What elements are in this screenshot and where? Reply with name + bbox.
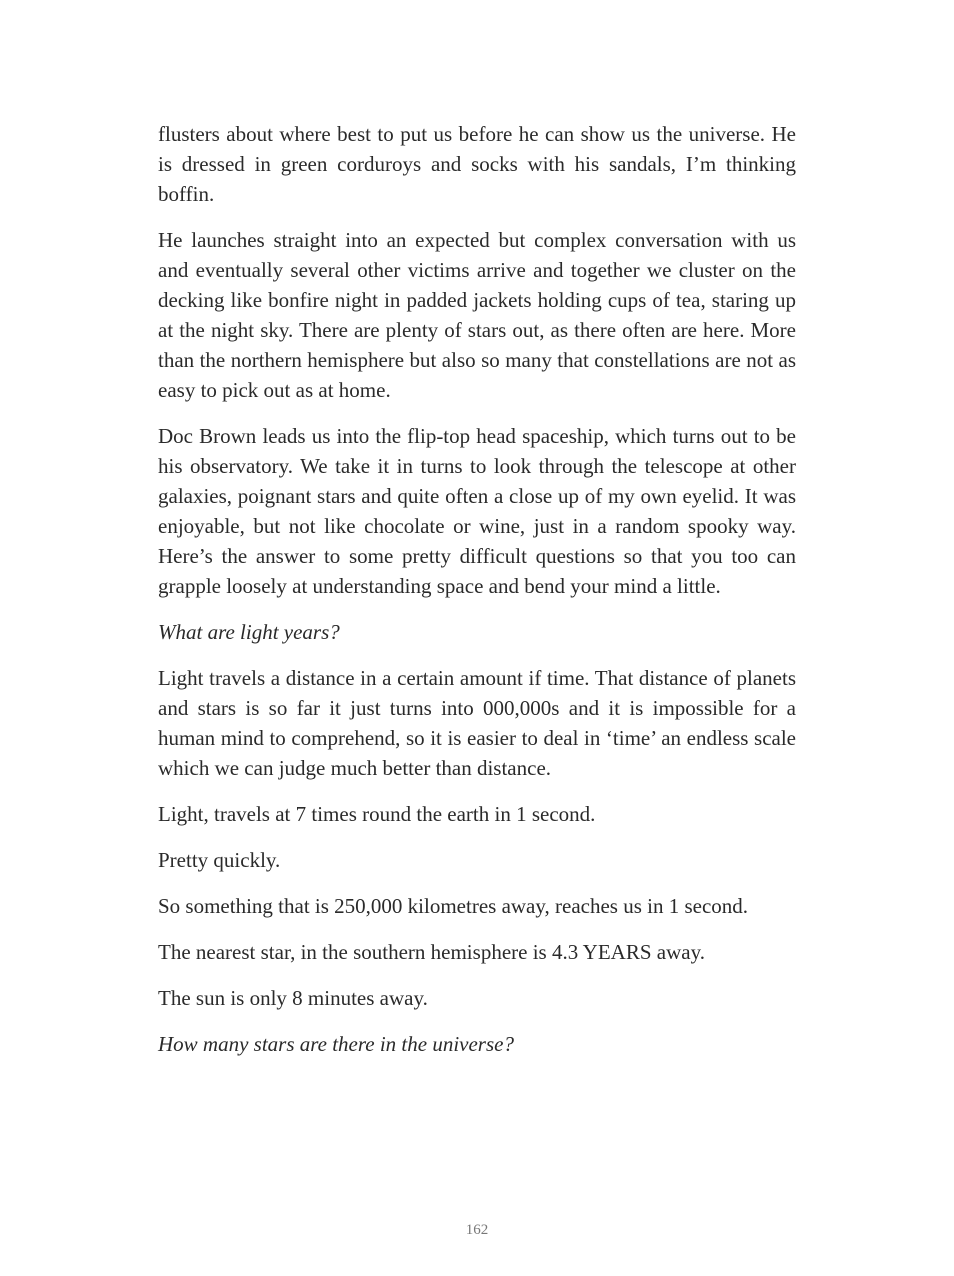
- paragraph: flusters about where best to put us before he can show us the universe. He is dressed in green corduroys and socks with his sandals, I’m thinking boffin.: [158, 122, 796, 206]
- paragraph: The nearest star, in the southern hemisphere is 4.3 YEARS away.: [158, 940, 705, 964]
- paragraph: The sun is only 8 minutes away.: [158, 986, 428, 1010]
- paragraph: Doc Brown leads us into the flip-top head spaceship, which turns out to be his observatory. We take it in turns to look through the telescope at other galaxies, poignant stars and quite often a close up of my own eyelid. It was enjoyable, but not like chocolate or wine, just in a random spooky way. Here’s the answer to some pretty difficult questions so that you too can grapple loosely at understanding space and bend your mind a little.: [158, 424, 796, 598]
- page-body: [158, 119, 796, 1075]
- page-number: 162: [465, 1222, 489, 1238]
- paragraph: Light, travels at 7 times round the earth in 1 second.: [158, 802, 596, 826]
- paragraph: Pretty quickly.: [158, 848, 281, 872]
- paragraph: He launches straight into an expected but complex conversation with us and eventually several other victims arrive and together we cluster on the decking like bonfire night in padded jackets holding cups of tea, staring up at the night sky. There are plenty of stars out, as there often are here. More than the northern hemisphere but also so many that constellations are not as easy to pick out as at home.: [158, 228, 796, 402]
- section-question-heading: What are light years?: [158, 620, 340, 644]
- paragraph: Light travels a distance in a certain amount if time. That distance of planets and stars is so far it just turns into 000,000s and it is impossible for a human mind to comprehend, so it is easier to deal in ‘time’ an endless scale which we can judge much better than distance.: [158, 666, 796, 780]
- paragraph: So something that is 250,000 kilometres away, reaches us in 1 second.: [158, 894, 749, 918]
- section-question-heading: How many stars are there in the universe?: [158, 1032, 514, 1056]
